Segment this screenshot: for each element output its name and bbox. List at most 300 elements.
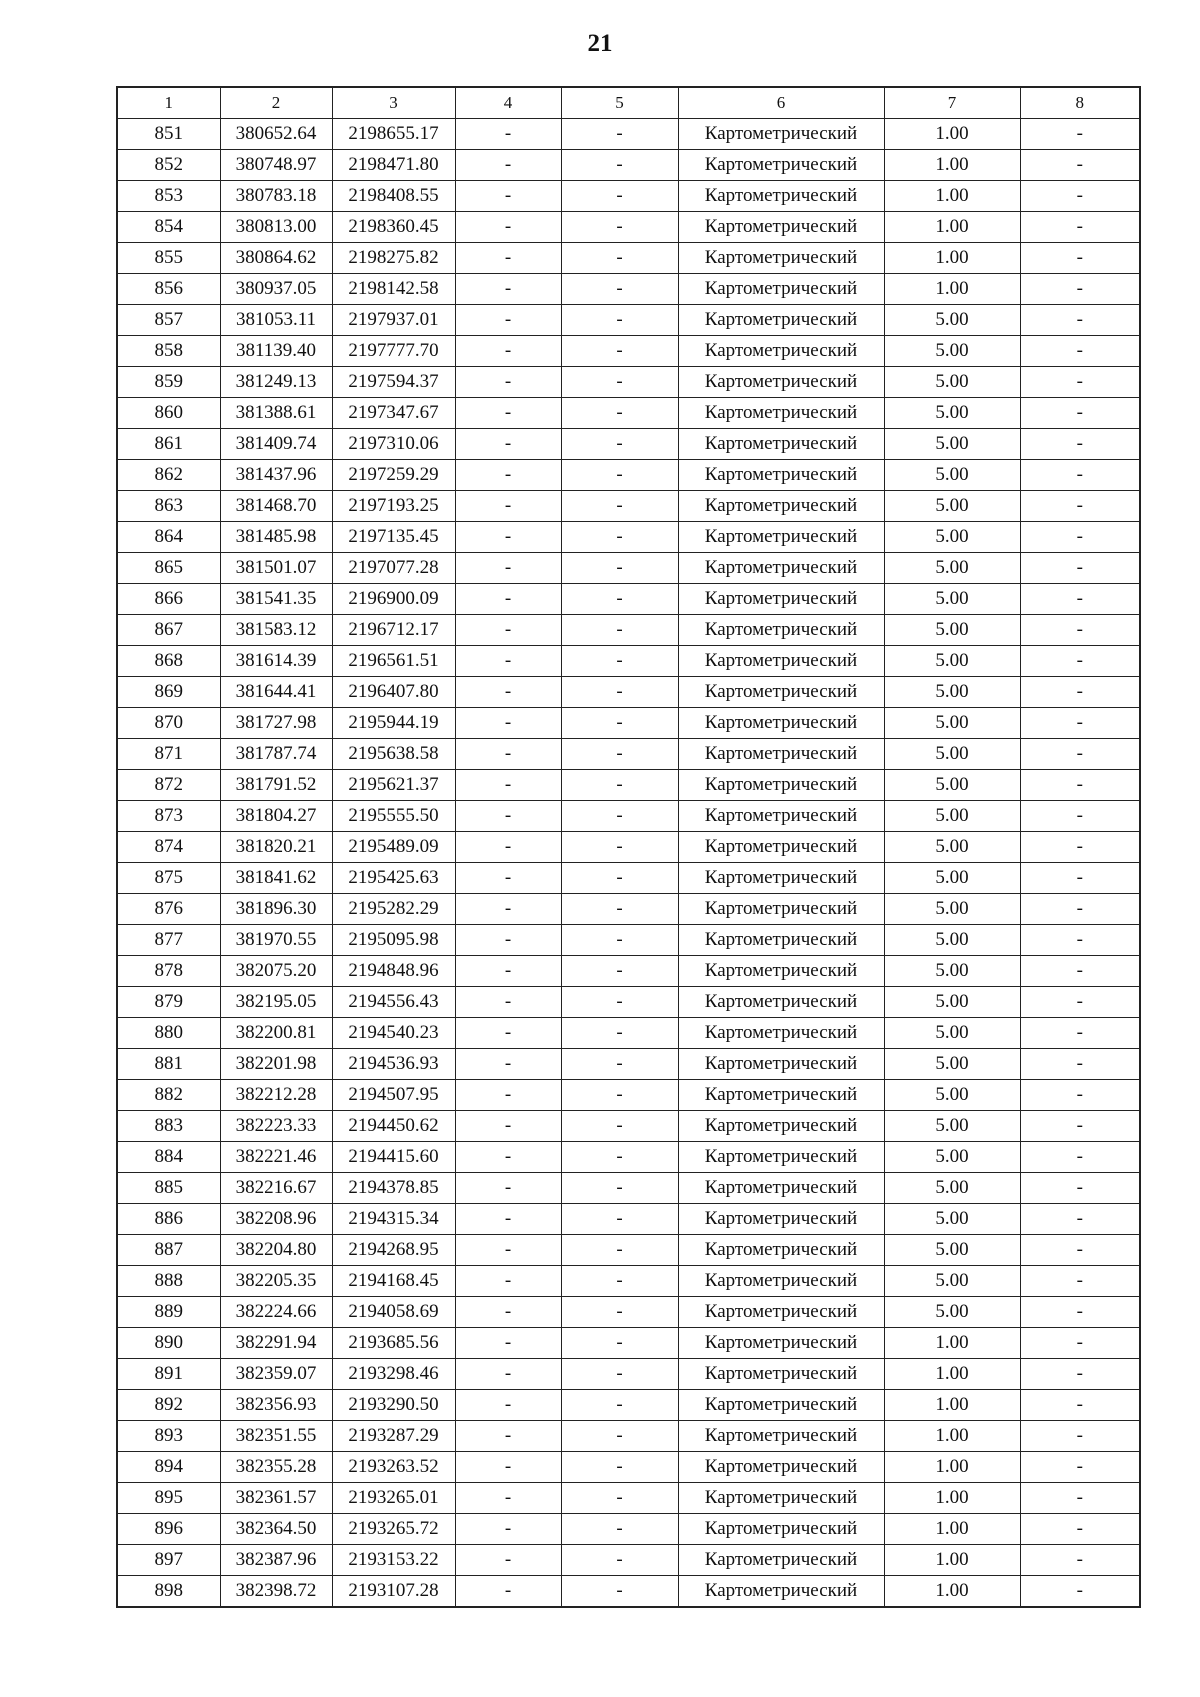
table-cell: 2194450.62: [332, 1111, 455, 1142]
table-cell: 852: [117, 150, 220, 181]
table-cell: 2198408.55: [332, 181, 455, 212]
table-cell: 5.00: [884, 1173, 1020, 1204]
table-cell: 2193287.29: [332, 1421, 455, 1452]
table-cell: 382398.72: [220, 1576, 332, 1608]
table-cell: 2198360.45: [332, 212, 455, 243]
table-cell: -: [1020, 1235, 1140, 1266]
table-cell: -: [455, 1545, 561, 1576]
table-cell: 880: [117, 1018, 220, 1049]
table-cell: -: [455, 181, 561, 212]
table-cell: -: [455, 1576, 561, 1608]
table-cell: 5.00: [884, 646, 1020, 677]
table-cell: 380783.18: [220, 181, 332, 212]
table-cell: -: [455, 801, 561, 832]
table-cell: -: [1020, 212, 1140, 243]
table-cell: 878: [117, 956, 220, 987]
table-cell: -: [561, 956, 678, 987]
table-cell: 382359.07: [220, 1359, 332, 1390]
table-cell: -: [1020, 367, 1140, 398]
table-cell: -: [455, 956, 561, 987]
table-cell: 5.00: [884, 801, 1020, 832]
table-cell: 380652.64: [220, 119, 332, 150]
table-cell: 1.00: [884, 150, 1020, 181]
table-cell: 1.00: [884, 1328, 1020, 1359]
table-cell: 2196712.17: [332, 615, 455, 646]
table-cell: -: [1020, 1576, 1140, 1608]
table-cell: Картометрический: [678, 1235, 884, 1266]
table-cell: 5.00: [884, 1266, 1020, 1297]
table-cell: 879: [117, 987, 220, 1018]
table-cell: 1.00: [884, 1359, 1020, 1390]
table-cell: Картометрический: [678, 1483, 884, 1514]
table-cell: 381841.62: [220, 863, 332, 894]
table-row: [117, 987, 1140, 1018]
table-cell: -: [455, 491, 561, 522]
table-cell: -: [1020, 925, 1140, 956]
table-cell: -: [455, 1514, 561, 1545]
table-cell: Картометрический: [678, 398, 884, 429]
table-cell: 856: [117, 274, 220, 305]
table-cell: -: [455, 305, 561, 336]
table-cell: -: [561, 212, 678, 243]
column-header-7: 7: [884, 87, 1020, 119]
page-number: 21: [587, 30, 613, 57]
table-cell: Картометрический: [678, 429, 884, 460]
table-cell: -: [1020, 336, 1140, 367]
table-cell: Картометрический: [678, 677, 884, 708]
table-cell: -: [561, 925, 678, 956]
table-cell: -: [455, 1328, 561, 1359]
table-cell: 5.00: [884, 925, 1020, 956]
table-row: [117, 1328, 1140, 1359]
table-cell: -: [1020, 1359, 1140, 1390]
table-cell: -: [561, 894, 678, 925]
table-row: [117, 398, 1140, 429]
table-cell: -: [1020, 1173, 1140, 1204]
table-cell: 5.00: [884, 677, 1020, 708]
table-cell: Картометрический: [678, 1049, 884, 1080]
table-cell: -: [1020, 150, 1140, 181]
table-cell: -: [1020, 274, 1140, 305]
table-cell: 1.00: [884, 1576, 1020, 1608]
table-cell: Картометрический: [678, 863, 884, 894]
table-row: [117, 305, 1140, 336]
table-cell: 381583.12: [220, 615, 332, 646]
table-cell: -: [561, 1390, 678, 1421]
table-cell: 884: [117, 1142, 220, 1173]
table-cell: -: [561, 1483, 678, 1514]
table-row: [117, 832, 1140, 863]
table-row: [117, 1514, 1140, 1545]
table-cell: -: [561, 1266, 678, 1297]
table-cell: -: [455, 1483, 561, 1514]
table-cell: 872: [117, 770, 220, 801]
table-cell: 877: [117, 925, 220, 956]
table-cell: 5.00: [884, 522, 1020, 553]
table-cell: -: [1020, 119, 1140, 150]
table-cell: -: [1020, 646, 1140, 677]
table-cell: Картометрический: [678, 119, 884, 150]
table-cell: 5.00: [884, 1111, 1020, 1142]
table-cell: -: [1020, 708, 1140, 739]
table-cell: 863: [117, 491, 220, 522]
table-cell: -: [561, 708, 678, 739]
table-cell: 1.00: [884, 1452, 1020, 1483]
table-row: [117, 1142, 1140, 1173]
table-cell: Картометрический: [678, 1111, 884, 1142]
table-row: [117, 1266, 1140, 1297]
table-cell: 851: [117, 119, 220, 150]
table-cell: 2196561.51: [332, 646, 455, 677]
table-cell: 896: [117, 1514, 220, 1545]
table-cell: -: [561, 243, 678, 274]
table-cell: 382200.81: [220, 1018, 332, 1049]
table-cell: -: [455, 212, 561, 243]
table-cell: -: [455, 1266, 561, 1297]
table-row: [117, 1018, 1140, 1049]
table-cell: Картометрический: [678, 925, 884, 956]
table-cell: -: [561, 770, 678, 801]
table-cell: 381644.41: [220, 677, 332, 708]
table-row: [117, 1483, 1140, 1514]
table-cell: 2194058.69: [332, 1297, 455, 1328]
table-row: [117, 336, 1140, 367]
table-cell: 1.00: [884, 1514, 1020, 1545]
table-cell: 2194540.23: [332, 1018, 455, 1049]
table-row: [117, 181, 1140, 212]
table-cell: 2194556.43: [332, 987, 455, 1018]
table-cell: -: [1020, 987, 1140, 1018]
table-row: [117, 1421, 1140, 1452]
table-cell: Картометрический: [678, 739, 884, 770]
table-cell: 860: [117, 398, 220, 429]
table-cell: -: [561, 1545, 678, 1576]
table-cell: 2197310.06: [332, 429, 455, 460]
table-row: [117, 243, 1140, 274]
table-cell: -: [455, 1173, 561, 1204]
table-cell: -: [455, 398, 561, 429]
table-cell: 5.00: [884, 770, 1020, 801]
table-cell: 382223.33: [220, 1111, 332, 1142]
table-cell: 382205.35: [220, 1266, 332, 1297]
table-cell: -: [1020, 770, 1140, 801]
table-cell: 5.00: [884, 429, 1020, 460]
table-cell: -: [455, 832, 561, 863]
table-cell: 875: [117, 863, 220, 894]
table-cell: Картометрический: [678, 770, 884, 801]
table-cell: Картометрический: [678, 1390, 884, 1421]
table-cell: Картометрический: [678, 832, 884, 863]
table-cell: Картометрический: [678, 150, 884, 181]
table-row: [117, 739, 1140, 770]
table-cell: -: [561, 429, 678, 460]
table-cell: 381970.55: [220, 925, 332, 956]
table-cell: 855: [117, 243, 220, 274]
coordinates-table: [116, 86, 1141, 1608]
table-row: [117, 274, 1140, 305]
table-cell: -: [561, 1297, 678, 1328]
table-cell: Картометрический: [678, 181, 884, 212]
table-cell: 895: [117, 1483, 220, 1514]
table-cell: 381249.13: [220, 367, 332, 398]
table-cell: -: [455, 708, 561, 739]
table-cell: Картометрический: [678, 1545, 884, 1576]
table-cell: Картометрический: [678, 1173, 884, 1204]
table-cell: 381501.07: [220, 553, 332, 584]
table-cell: 2197594.37: [332, 367, 455, 398]
table-cell: 2193265.01: [332, 1483, 455, 1514]
table-cell: -: [1020, 491, 1140, 522]
table-cell: -: [455, 1204, 561, 1235]
table-cell: -: [561, 677, 678, 708]
table-cell: 381791.52: [220, 770, 332, 801]
table-cell: 5.00: [884, 987, 1020, 1018]
table-cell: -: [455, 274, 561, 305]
table-cell: -: [561, 1018, 678, 1049]
table-cell: 2193265.72: [332, 1514, 455, 1545]
table-cell: 2195425.63: [332, 863, 455, 894]
table-cell: -: [455, 336, 561, 367]
table-cell: 381468.70: [220, 491, 332, 522]
table-cell: -: [561, 150, 678, 181]
table-cell: -: [561, 863, 678, 894]
table-cell: Картометрический: [678, 212, 884, 243]
table-cell: Картометрический: [678, 1142, 884, 1173]
table-cell: 5.00: [884, 894, 1020, 925]
table-cell: -: [455, 615, 561, 646]
table-cell: Картометрический: [678, 305, 884, 336]
table-cell: 381804.27: [220, 801, 332, 832]
table-row: [117, 615, 1140, 646]
table-cell: -: [561, 1049, 678, 1080]
table-cell: 381896.30: [220, 894, 332, 925]
table-cell: Картометрический: [678, 460, 884, 491]
column-header-4: 4: [455, 87, 561, 119]
table-cell: 380813.00: [220, 212, 332, 243]
table-cell: 382364.50: [220, 1514, 332, 1545]
column-header-2: 2: [220, 87, 332, 119]
table-cell: 2195489.09: [332, 832, 455, 863]
table-cell: -: [455, 460, 561, 491]
table-cell: -: [455, 243, 561, 274]
table-cell: 382201.98: [220, 1049, 332, 1080]
table-cell: 5.00: [884, 1018, 1020, 1049]
table-cell: Картометрический: [678, 336, 884, 367]
table-cell: 5.00: [884, 584, 1020, 615]
column-header-6: 6: [678, 87, 884, 119]
table-cell: -: [1020, 553, 1140, 584]
table-cell: 382356.93: [220, 1390, 332, 1421]
table-cell: -: [455, 522, 561, 553]
table-cell: 5.00: [884, 615, 1020, 646]
table-cell: 2197259.29: [332, 460, 455, 491]
table-cell: 870: [117, 708, 220, 739]
table-cell: -: [561, 336, 678, 367]
table-cell: 5.00: [884, 336, 1020, 367]
table-cell: 2193153.22: [332, 1545, 455, 1576]
table-cell: 2194507.95: [332, 1080, 455, 1111]
table-cell: Картометрический: [678, 615, 884, 646]
table-cell: -: [455, 739, 561, 770]
table-cell: 2198142.58: [332, 274, 455, 305]
table-cell: 381820.21: [220, 832, 332, 863]
table-cell: 866: [117, 584, 220, 615]
table-cell: -: [1020, 1328, 1140, 1359]
table-cell: 862: [117, 460, 220, 491]
table-cell: -: [561, 274, 678, 305]
table-cell: 2194536.93: [332, 1049, 455, 1080]
table-header-row: [117, 87, 1140, 119]
table-cell: 2194378.85: [332, 1173, 455, 1204]
table-cell: 865: [117, 553, 220, 584]
table-cell: -: [1020, 956, 1140, 987]
table-cell: -: [561, 522, 678, 553]
table-cell: 893: [117, 1421, 220, 1452]
table-cell: -: [561, 1204, 678, 1235]
table-cell: 894: [117, 1452, 220, 1483]
table-cell: -: [1020, 1204, 1140, 1235]
table-row: [117, 460, 1140, 491]
table-row: [117, 956, 1140, 987]
table-cell: 876: [117, 894, 220, 925]
table-row: [117, 1545, 1140, 1576]
table-cell: -: [455, 1049, 561, 1080]
table-cell: 2193685.56: [332, 1328, 455, 1359]
table-cell: 1.00: [884, 243, 1020, 274]
table-cell: 2196900.09: [332, 584, 455, 615]
table-cell: -: [561, 1142, 678, 1173]
table-cell: 868: [117, 646, 220, 677]
table-cell: -: [561, 1421, 678, 1452]
table-cell: Картометрический: [678, 646, 884, 677]
table-cell: -: [455, 367, 561, 398]
table-cell: -: [455, 894, 561, 925]
table-cell: 2197777.70: [332, 336, 455, 367]
table-cell: 382075.20: [220, 956, 332, 987]
table-cell: 869: [117, 677, 220, 708]
table-cell: 2194268.95: [332, 1235, 455, 1266]
table-row: [117, 1173, 1140, 1204]
table-cell: 2198275.82: [332, 243, 455, 274]
table-cell: 5.00: [884, 739, 1020, 770]
table-cell: -: [561, 460, 678, 491]
table-cell: 1.00: [884, 1545, 1020, 1576]
table-cell: -: [561, 1080, 678, 1111]
table-row: [117, 1452, 1140, 1483]
table-cell: Картометрический: [678, 491, 884, 522]
table-cell: -: [1020, 243, 1140, 274]
table-cell: -: [1020, 1297, 1140, 1328]
table-cell: -: [561, 181, 678, 212]
table-cell: 382387.96: [220, 1545, 332, 1576]
table-cell: 382361.57: [220, 1483, 332, 1514]
table-cell: 874: [117, 832, 220, 863]
table-cell: Картометрический: [678, 522, 884, 553]
table-cell: -: [455, 1111, 561, 1142]
table-row: [117, 801, 1140, 832]
table-cell: -: [561, 1111, 678, 1142]
table-row: [117, 1359, 1140, 1390]
table-cell: -: [1020, 584, 1140, 615]
table-cell: -: [1020, 739, 1140, 770]
table-cell: -: [455, 1359, 561, 1390]
table-cell: -: [455, 770, 561, 801]
table-cell: Картометрический: [678, 894, 884, 925]
table-cell: -: [1020, 1390, 1140, 1421]
table-cell: 1.00: [884, 1390, 1020, 1421]
table-cell: 381437.96: [220, 460, 332, 491]
table-cell: -: [455, 863, 561, 894]
table-cell: 2194848.96: [332, 956, 455, 987]
table-cell: -: [1020, 832, 1140, 863]
table-cell: 381139.40: [220, 336, 332, 367]
table-cell: Картометрический: [678, 367, 884, 398]
table-cell: 2197347.67: [332, 398, 455, 429]
table-cell: 5.00: [884, 553, 1020, 584]
table-cell: -: [1020, 801, 1140, 832]
table-cell: 5.00: [884, 863, 1020, 894]
table-cell: Картометрический: [678, 243, 884, 274]
table-cell: -: [561, 1576, 678, 1608]
table-cell: 864: [117, 522, 220, 553]
table-cell: Картометрический: [678, 1297, 884, 1328]
table-cell: 2197193.25: [332, 491, 455, 522]
table-cell: Картометрический: [678, 1452, 884, 1483]
table-cell: Картометрический: [678, 1018, 884, 1049]
table-cell: 2195944.19: [332, 708, 455, 739]
table-cell: 5.00: [884, 1049, 1020, 1080]
table-row: [117, 584, 1140, 615]
table-cell: 2193107.28: [332, 1576, 455, 1608]
table-cell: -: [1020, 1266, 1140, 1297]
table-cell: 381388.61: [220, 398, 332, 429]
table-cell: 5.00: [884, 1142, 1020, 1173]
table-cell: 5.00: [884, 460, 1020, 491]
table-cell: -: [561, 646, 678, 677]
table-cell: -: [561, 367, 678, 398]
table-cell: 2195638.58: [332, 739, 455, 770]
table-cell: Картометрический: [678, 708, 884, 739]
table-cell: -: [561, 1359, 678, 1390]
table-cell: -: [561, 119, 678, 150]
table-cell: 5.00: [884, 1297, 1020, 1328]
table-cell: 5.00: [884, 491, 1020, 522]
table-cell: 2193298.46: [332, 1359, 455, 1390]
table-cell: 2194168.45: [332, 1266, 455, 1297]
table-cell: 2194415.60: [332, 1142, 455, 1173]
table-row: [117, 212, 1140, 243]
table-row: [117, 553, 1140, 584]
table-cell: 2195555.50: [332, 801, 455, 832]
table-cell: 381541.35: [220, 584, 332, 615]
table-cell: -: [455, 119, 561, 150]
table-cell: -: [561, 615, 678, 646]
table-cell: -: [1020, 1080, 1140, 1111]
table-cell: -: [561, 1514, 678, 1545]
table-row: [117, 1111, 1140, 1142]
table-cell: -: [1020, 1483, 1140, 1514]
table-row: [117, 150, 1140, 181]
table-cell: -: [455, 925, 561, 956]
table-cell: 2197937.01: [332, 305, 455, 336]
table-cell: Картометрический: [678, 553, 884, 584]
table-cell: -: [1020, 1514, 1140, 1545]
table-cell: -: [1020, 398, 1140, 429]
table-cell: 891: [117, 1359, 220, 1390]
table-cell: Картометрический: [678, 956, 884, 987]
table-cell: Картометрический: [678, 1080, 884, 1111]
table-cell: 381614.39: [220, 646, 332, 677]
